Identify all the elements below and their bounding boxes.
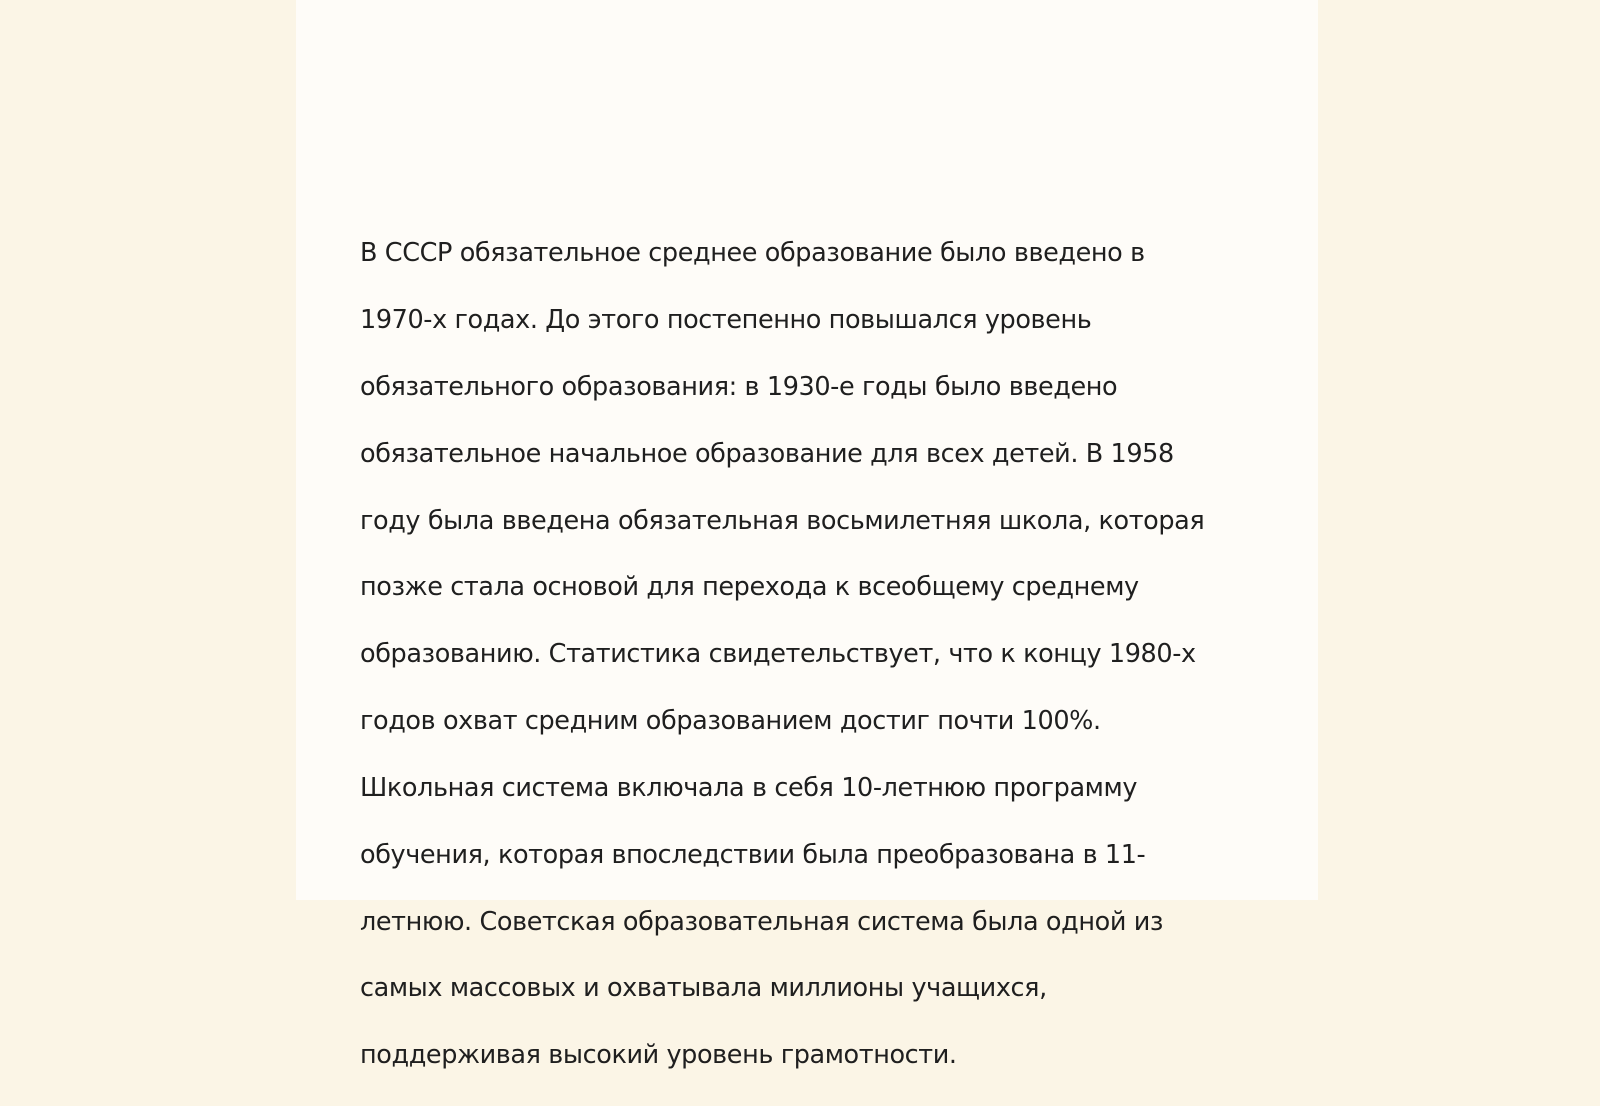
paragraph-line-11: летнюю. Советская образовательная система была одной из — [360, 906, 1164, 937]
paragraph-line-9: Школьная система включала в себя 10-летнюю программу — [360, 772, 1138, 803]
paragraph-line-6: позже стала основой для перехода к всеобщему среднему — [360, 572, 1139, 603]
paragraph-line-4: обязательное начальное образование для всех детей. В 1958 — [360, 438, 1174, 469]
paragraph-line-2: 1970-х годах. До этого постепенно повышался уровень — [360, 305, 1092, 336]
page-sheet — [296, 0, 1318, 1071]
paragraph-line-5: году была введена обязательная восьмилетняя школа, которая — [360, 505, 1205, 536]
paragraph-line-3: обязательного образования: в 1930-е годы было введено — [360, 372, 1118, 403]
paragraph-line-12: самых массовых и охватывала миллионы учащихся, — [360, 973, 1047, 1004]
paragraph-line-13: поддерживая высокий уровень грамотности. — [360, 1040, 957, 1071]
paragraph-line-8: годов охват средним образованием достиг почти 100%. — [360, 706, 1101, 737]
paragraph-line-7: образованию. Статистика свидетельствует, что к концу 1980-х — [360, 639, 1196, 670]
paragraph-line-10: обучения, которая впоследствии была преобразована в 11- — [360, 839, 1146, 870]
paragraph-line-1: В СССР обязательное среднее образование было введено в — [360, 238, 1145, 269]
body-paragraph — [360, 204, 1240, 1106]
